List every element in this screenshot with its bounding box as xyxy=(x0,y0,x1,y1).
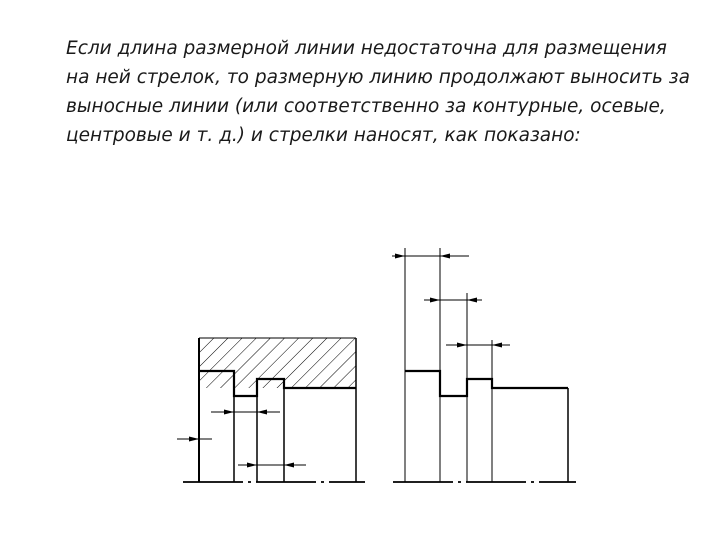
arrow xyxy=(247,463,257,468)
arrow xyxy=(467,298,477,303)
step-profile xyxy=(405,371,568,396)
hatched-area xyxy=(199,338,356,388)
body-paragraph: Если длина размерной линии недостаточна для размещения на ней стрелок, то размерную линию продолжают выносить за выносные линии (или соответственно за контурные, осевые, центровые и т. д.) и стрелки наносят, как показано: xyxy=(66,38,690,146)
arrow xyxy=(189,437,199,442)
arrow xyxy=(395,254,405,259)
arrow xyxy=(224,410,234,415)
arrow xyxy=(457,343,467,348)
arrow xyxy=(257,410,267,415)
right-drawing xyxy=(392,248,576,482)
arrow xyxy=(492,343,502,348)
arrow xyxy=(440,254,450,259)
left-drawing xyxy=(177,338,365,482)
arrow xyxy=(430,298,440,303)
arrow xyxy=(284,463,294,468)
